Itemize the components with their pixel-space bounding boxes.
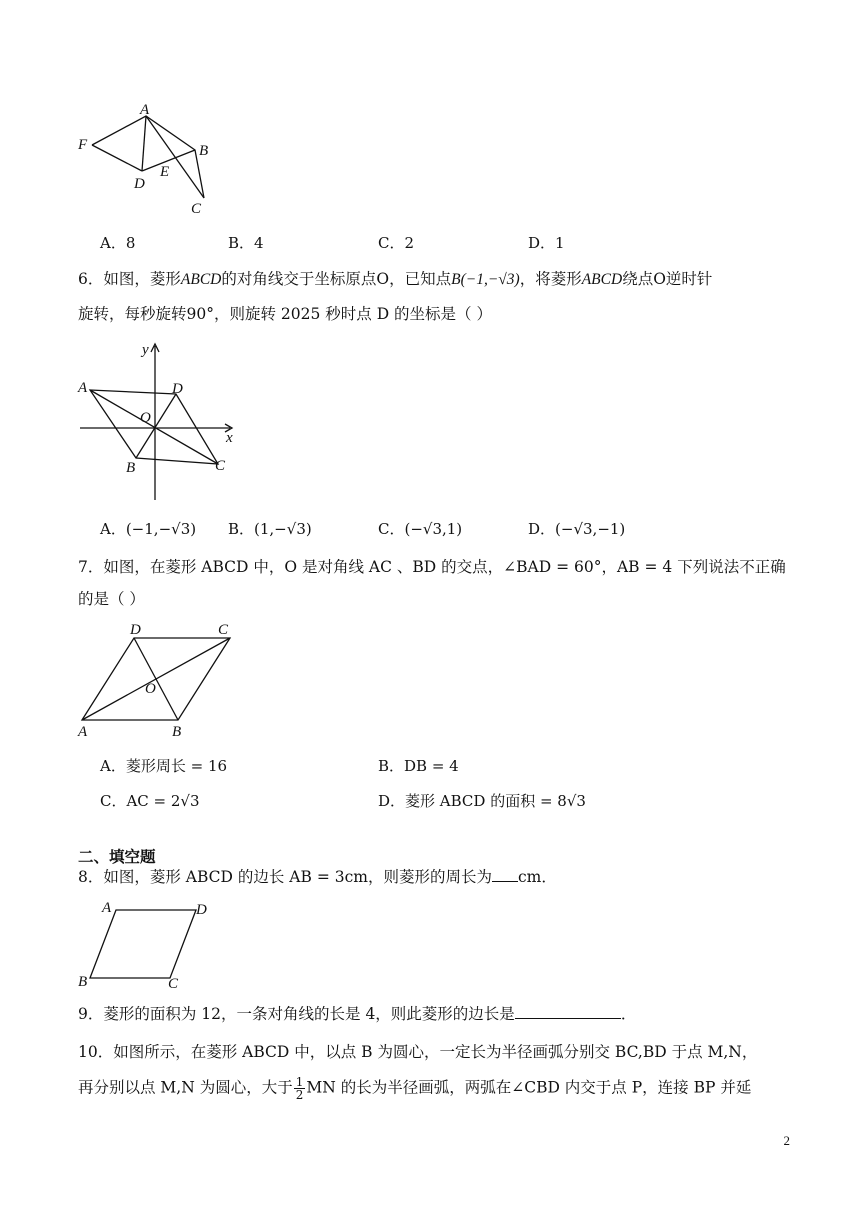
label-B: B: [126, 460, 136, 476]
label-B: B: [78, 974, 88, 990]
section-title: 二、填空题: [78, 847, 156, 866]
q5-option-a: A．8: [100, 234, 136, 252]
q8-text: 8．如图，菱形 ABCD 的边长 AB = 3cm，则菱形的周长为 cm．: [78, 868, 557, 886]
q6-line2: 旋转，每秒旋转90°，则旋转 2025 秒时点 D 的坐标是（ ）: [78, 305, 492, 323]
label-E: E: [160, 164, 170, 180]
page-number: 2: [783, 1133, 790, 1148]
q7-option-d: D．菱形 ABCD 的面积 = 8√3: [378, 792, 586, 810]
axis-x: x: [226, 430, 233, 446]
answer-blank[interactable]: [492, 867, 518, 882]
label-D: D: [172, 381, 183, 397]
figure-q6: [70, 338, 250, 506]
figure-q7: [70, 620, 250, 744]
q7-option-b: B．DB = 4: [378, 757, 459, 775]
q5-option-d: D．1: [528, 234, 565, 252]
label-C: C: [168, 976, 179, 992]
label-O: O: [140, 410, 151, 426]
q7-line1: 7．如图，在菱形 ABCD 中，O 是对角线 AC 、BD 的交点，∠BAD = 60°，AB = 4 下列说法不正确: [78, 558, 786, 576]
label-A: A: [78, 724, 88, 740]
q9-text: 9．菱形的面积为 12，一条对角线的长是 4，则此菱形的边长是 ．: [78, 1005, 637, 1023]
q6-option-a: A．(−1,−√3): [100, 520, 197, 538]
q7-option-a: A．菱形周长 = 16: [100, 757, 228, 775]
q5-option-c: C．2: [378, 234, 415, 252]
figure-q5: [70, 100, 230, 220]
label-C: C: [215, 458, 226, 474]
q6-line1: 6．如图，菱形ABCD的对角线交于坐标原点O，已知点B(−1,−√3)，将菱形ABCD绕点O逆时针: [78, 270, 713, 288]
label-B: B: [199, 143, 209, 159]
label-O: O: [145, 681, 156, 697]
label-D: D: [196, 902, 207, 918]
label-A: A: [102, 900, 112, 916]
label-B: B: [172, 724, 182, 740]
q6-option-d: D．(−√3,−1): [528, 520, 626, 538]
label-C: C: [218, 622, 229, 638]
q5-option-b: B．4: [228, 234, 264, 252]
q6-option-c: C．(−√3,1): [378, 520, 463, 538]
axis-y: y: [142, 342, 149, 358]
answer-blank[interactable]: [515, 1004, 621, 1019]
figure-q8: [72, 896, 222, 992]
q7-option-c: C．AC = 2√3: [100, 792, 200, 810]
label-A: A: [78, 380, 88, 396]
label-F: F: [78, 137, 88, 153]
label-D: D: [134, 176, 145, 192]
q6-option-b: B．(1,−√3): [228, 520, 312, 538]
q7-line2: 的是（ ）: [78, 590, 145, 608]
q10-line1: 10．如图所示，在菱形 ABCD 中，以点 B 为圆心，一定长为半径画弧分别交 BC,BD 于点 M,N，: [78, 1043, 758, 1061]
label-C: C: [191, 201, 202, 217]
fraction: $\frac{1}{2}$: [295, 1075, 304, 1102]
label-A: A: [140, 102, 150, 118]
q10-line2: 再分别以点 M,N 为圆心，大于 $\frac{1}{2}$ MN 的长为半径画弧，两弧在∠CBD 内交于点 P，连接 BP 并延: [78, 1075, 752, 1102]
label-D: D: [130, 622, 141, 638]
